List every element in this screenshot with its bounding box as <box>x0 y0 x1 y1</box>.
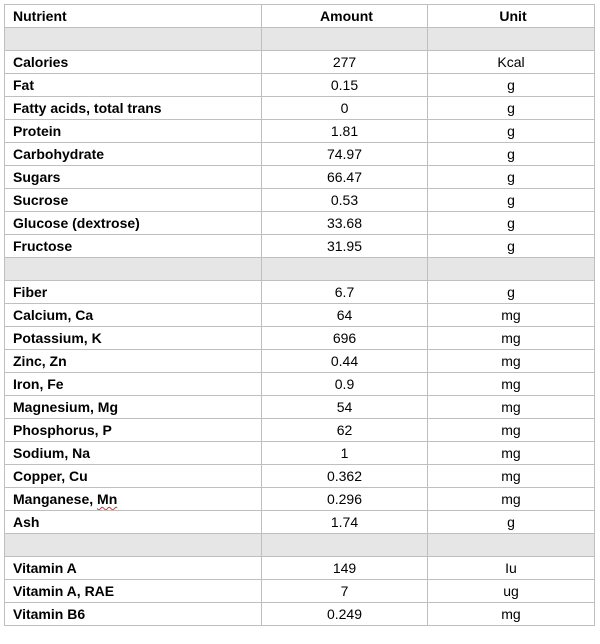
table-row <box>5 97 595 120</box>
nutrient-name: Sugars <box>13 169 61 185</box>
table-row <box>5 465 595 488</box>
table-row <box>5 166 595 189</box>
table-row <box>5 442 595 465</box>
nutrient-name: Glucose (dextrose) <box>13 215 140 231</box>
header-amount: Amount <box>262 5 428 28</box>
nutrient-name-cell <box>5 97 262 120</box>
unit-cell: mg <box>428 419 595 442</box>
nutrient-name-cell <box>5 281 262 304</box>
table-row <box>5 557 595 580</box>
amount-cell: 0.362 <box>262 465 428 488</box>
nutrient-name: Calories <box>13 54 69 70</box>
separator-cell <box>262 258 428 281</box>
separator-cell <box>428 534 595 557</box>
unit-cell: g <box>428 166 595 189</box>
nutrient-name-cell <box>5 396 262 419</box>
amount-cell: 6.7 <box>262 281 428 304</box>
header-unit: Unit <box>428 5 595 28</box>
amount-cell: 0.53 <box>262 189 428 212</box>
table-row <box>5 120 595 143</box>
separator-cell <box>428 258 595 281</box>
amount-cell: 1.81 <box>262 120 428 143</box>
amount-cell: 33.68 <box>262 212 428 235</box>
amount-cell: 7 <box>262 580 428 603</box>
unit-cell: g <box>428 143 595 166</box>
nutrient-name-cell <box>5 557 262 580</box>
nutrient-name-cell <box>5 143 262 166</box>
unit-cell: mg <box>428 396 595 419</box>
unit-cell: g <box>428 212 595 235</box>
nutrient-name-cell <box>5 580 262 603</box>
nutrient-name: Carbohydrate <box>13 146 105 162</box>
unit-cell: Iu <box>428 557 595 580</box>
table-row <box>5 580 595 603</box>
table-row <box>5 189 595 212</box>
unit-cell: g <box>428 281 595 304</box>
unit-cell: ug <box>428 580 595 603</box>
table-row <box>5 511 595 534</box>
nutrient-name-cell <box>5 166 262 189</box>
amount-cell: 149 <box>262 557 428 580</box>
unit-cell: g <box>428 511 595 534</box>
nutrient-name: Ash <box>13 514 40 530</box>
nutrient-name-cell <box>5 120 262 143</box>
nutrient-name-cell <box>5 212 262 235</box>
nutrient-name: Manganese, Mn <box>13 491 118 507</box>
nutrition-table <box>4 4 595 626</box>
table-row <box>5 603 595 626</box>
nutrient-name: Fructose <box>13 238 73 254</box>
nutrient-name-cell <box>5 488 262 511</box>
section-separator-row <box>5 28 595 51</box>
unit-cell: g <box>428 189 595 212</box>
amount-cell: 1.74 <box>262 511 428 534</box>
unit-cell: g <box>428 97 595 120</box>
unit-cell: g <box>428 235 595 258</box>
unit-cell: mg <box>428 327 595 350</box>
table-row <box>5 74 595 97</box>
section-separator-row <box>5 534 595 557</box>
separator-cell <box>5 258 262 281</box>
spellcheck-flagged-word: Mn <box>97 491 118 507</box>
nutrient-name-cell <box>5 603 262 626</box>
nutrient-name: Magnesium, Mg <box>13 399 119 415</box>
table-row <box>5 488 595 511</box>
header-nutrient: Nutrient <box>5 5 262 28</box>
nutrient-name: Zinc, Zn <box>13 353 67 369</box>
table-row <box>5 51 595 74</box>
nutrient-name: Copper, Cu <box>13 468 88 484</box>
amount-cell: 74.97 <box>262 143 428 166</box>
nutrient-name-cell <box>5 511 262 534</box>
amount-cell: 0.249 <box>262 603 428 626</box>
nutrient-name: Sodium, Na <box>13 445 91 461</box>
nutrient-name-cell <box>5 304 262 327</box>
amount-cell: 64 <box>262 304 428 327</box>
separator-cell <box>5 28 262 51</box>
table-row <box>5 373 595 396</box>
unit-cell: mg <box>428 350 595 373</box>
nutrient-name-cell <box>5 350 262 373</box>
nutrient-name-cell <box>5 419 262 442</box>
table-row <box>5 281 595 304</box>
unit-cell: g <box>428 120 595 143</box>
table-row <box>5 143 595 166</box>
table-row <box>5 419 595 442</box>
separator-cell <box>262 534 428 557</box>
separator-cell <box>428 28 595 51</box>
nutrient-name: Calcium, Ca <box>13 307 94 323</box>
table-row <box>5 350 595 373</box>
amount-cell: 0.44 <box>262 350 428 373</box>
amount-cell: 31.95 <box>262 235 428 258</box>
table-body <box>5 28 595 626</box>
separator-cell <box>5 534 262 557</box>
nutrient-name: Potassium, K <box>13 330 102 346</box>
table-row <box>5 235 595 258</box>
separator-cell <box>262 28 428 51</box>
table-row <box>5 212 595 235</box>
nutrient-name: Vitamin A, RAE <box>13 583 115 599</box>
unit-cell: g <box>428 74 595 97</box>
unit-cell: mg <box>428 304 595 327</box>
amount-cell: 0.9 <box>262 373 428 396</box>
nutrient-name: Vitamin B6 <box>13 606 86 622</box>
amount-cell: 277 <box>262 51 428 74</box>
nutrient-name: Phosphorus, P <box>13 422 112 438</box>
nutrient-name-cell <box>5 189 262 212</box>
nutrient-name: Iron, Fe <box>13 376 64 392</box>
nutrient-name-cell <box>5 74 262 97</box>
amount-cell: 696 <box>262 327 428 350</box>
amount-cell: 0 <box>262 97 428 120</box>
unit-cell: mg <box>428 442 595 465</box>
nutrient-name: Protein <box>13 123 62 139</box>
nutrient-name-cell <box>5 442 262 465</box>
unit-cell: mg <box>428 603 595 626</box>
nutrient-name: Sucrose <box>13 192 69 208</box>
amount-cell: 0.15 <box>262 74 428 97</box>
unit-cell: mg <box>428 488 595 511</box>
nutrient-name-cell <box>5 235 262 258</box>
table-row <box>5 327 595 350</box>
unit-cell: Kcal <box>428 51 595 74</box>
table-header-row <box>5 5 595 28</box>
amount-cell: 54 <box>262 396 428 419</box>
unit-cell: mg <box>428 465 595 488</box>
nutrient-name-cell <box>5 465 262 488</box>
section-separator-row <box>5 258 595 281</box>
amount-cell: 66.47 <box>262 166 428 189</box>
nutrient-name-cell <box>5 327 262 350</box>
nutrient-name-cell <box>5 373 262 396</box>
table-row <box>5 396 595 419</box>
nutrient-name-cell <box>5 51 262 74</box>
nutrient-name: Fiber <box>13 284 48 300</box>
amount-cell: 0.296 <box>262 488 428 511</box>
unit-cell: mg <box>428 373 595 396</box>
nutrient-name: Fatty acids, total trans <box>13 100 162 116</box>
nutrient-name: Vitamin A <box>13 560 77 576</box>
amount-cell: 62 <box>262 419 428 442</box>
nutrient-name: Fat <box>13 77 34 93</box>
nutrition-table-container <box>4 4 595 626</box>
table-row <box>5 304 595 327</box>
amount-cell: 1 <box>262 442 428 465</box>
